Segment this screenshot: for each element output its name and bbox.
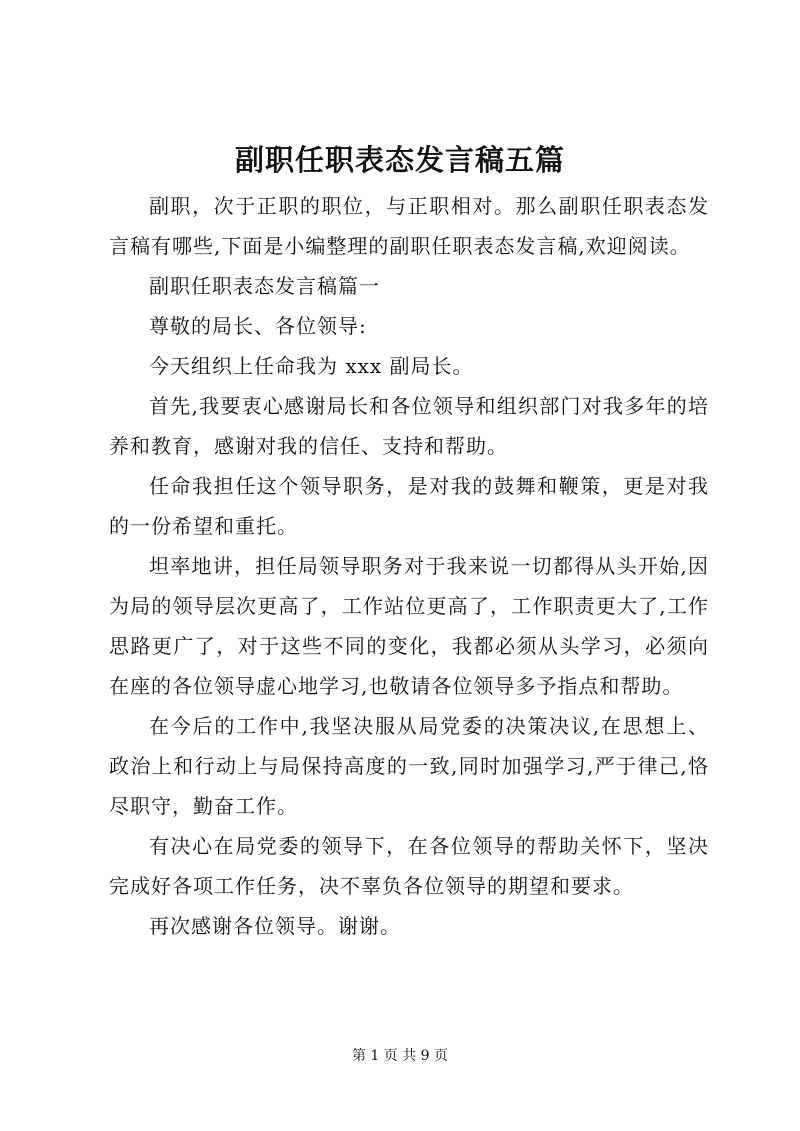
document-title: 副职任职表态发言稿五篇 <box>234 143 565 177</box>
salutation: 尊敬的局长、各位领导: <box>149 314 367 338</box>
section-heading: 副职任职表态发言稿篇一 <box>149 274 380 298</box>
document-body <box>109 186 709 946</box>
paragraph: 今天组织上任命我为 xxx 副局长。 <box>149 354 474 378</box>
paragraph-intro: 副职，次于正职的职位，与正职相对。那么副职任职表态发言稿有哪些,下面是小编整理的副职任职表态发言稿,欢迎阅读。 <box>109 194 709 258</box>
paragraph: 坦率地讲，担任局领导职务对于我来说一切都得从头开始,因为局的领导层次更高了，工作站位更高了，工作职责更大了,工作思路更广了，对于这些不同的变化，我都必须从头学习，必须向在座的各位领导虚心地学习,也敬请各位领导多予指点和帮助。 <box>109 554 709 698</box>
paragraph: 首先,我要衷心感谢局长和各位领导和组织部门对我多年的培养和教育，感谢对我的信任、支持和帮助。 <box>109 394 709 458</box>
paragraph-closing: 再次感谢各位领导。谢谢。 <box>149 914 401 938</box>
page-footer: 第 1 页 共 9 页 <box>351 1048 449 1064</box>
paragraph: 有决心在局党委的领导下，在各位领导的帮助关怀下，坚决完成好各项工作任务，决不辜负各位领导的期望和要求。 <box>109 834 709 898</box>
paragraph: 任命我担任这个领导职务，是对我的鼓舞和鞭策，更是对我的一份希望和重托。 <box>109 474 709 538</box>
paragraph: 在今后的工作中,我坚决服从局党委的决策决议,在思想上、政治上和行动上与局保持高度的一致,同时加强学习,严于律己,恪尽职守，勤奋工作。 <box>109 714 709 818</box>
